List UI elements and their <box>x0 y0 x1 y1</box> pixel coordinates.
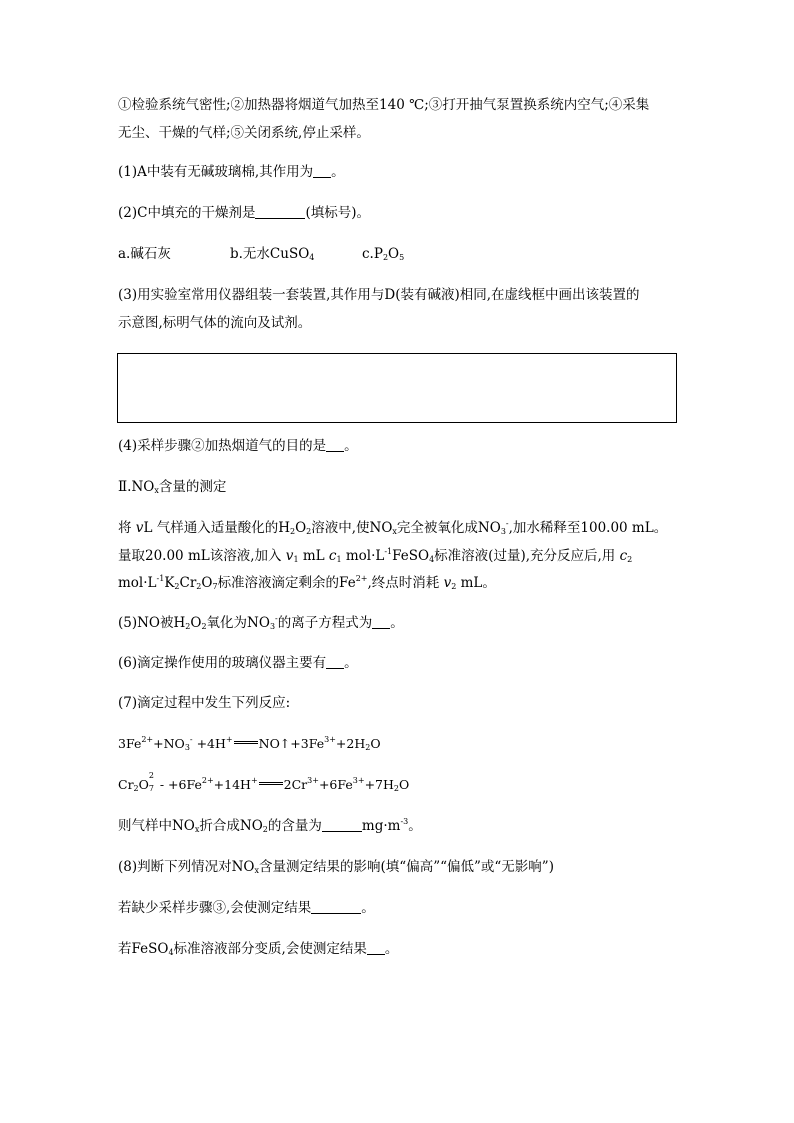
answer-blank[interactable] <box>372 616 390 629</box>
question-3-line-2: 示意图,标明气体的流向及试剂。 <box>118 315 312 331</box>
question-1: (1)A中装有无碱玻璃棉,其作用为 。 <box>118 164 345 180</box>
option-list <box>118 245 404 263</box>
question-5: (5)NO被$H_2O_2$氧化为$NO_3^-$的离子方程式为 。 <box>118 614 404 631</box>
drawing-box[interactable] <box>117 353 677 423</box>
answer-blank[interactable] <box>322 819 362 832</box>
question-8a: 若缺少采样步骤③,会使测定结果 。 <box>118 900 375 916</box>
equation-2: $Cr_2O$ 2 7 - $+6Fe^{2+}+14H^+$ $2Cr^{3+}+6Fe^{3+}+7H_2O$ <box>118 771 410 793</box>
option-c: $c.P_2O_5$ <box>362 246 405 262</box>
answer-blank[interactable] <box>367 942 385 955</box>
option-b: b.无水CuSO$_4$ <box>230 246 315 262</box>
answer-blank[interactable] <box>255 206 305 219</box>
paragraph-line-1: 将 vL 气样通入适量酸化的$H_2O_2$溶液中,使$NO_x$完全被氧化成$NO_3^-$,加水稀释至100.00 mL。 <box>118 519 668 536</box>
intro-line-2: 无尘、干燥的气样;⑤关闭系统,停止采样。 <box>118 125 370 141</box>
answer-blank[interactable] <box>313 165 331 178</box>
answer-blank[interactable] <box>326 656 344 669</box>
option-a: a.碱石灰 <box>118 246 171 262</box>
question-2: (2)C中填充的干燥剂是 (填标号)。 <box>118 205 370 221</box>
question-6: (6)滴定操作使用的玻璃仪器主要有 。 <box>118 655 358 671</box>
question-8: (8)判断下列情况对$NO_x$含量测定结果的影响(填“偏高”“偏低”或“无影响”) <box>118 859 554 875</box>
paragraph-line-2: 量取20.00 mL该溶液,加入 $v_1$ mL $c_1$ $mol\cdot L^{-1}FeSO_4$标准溶液(过量),充分反应后,用 $c_2$ <box>118 547 633 564</box>
question-7: (7)滴定过程中发生下列反应: <box>118 695 291 711</box>
question-8b: 若FeSO$_4$标准溶液部分变质,会使测定结果 。 <box>118 941 399 957</box>
intro-line-1: ①检验系统气密性;②加热器将烟道气加热至140 ℃;③打开抽气泵置换系统内空气;④采集 <box>118 97 650 113</box>
equation-1: $3Fe^{2+}+NO_3^- +4H^+$ $NO↑+3Fe^{3+}+2H_2O$ <box>118 735 381 752</box>
result-line: 则气样中$NO_x$折合成$NO_2$的含量为 $mg\cdot m^{-3}$。 <box>118 817 422 834</box>
question-4: (4)采样步骤②加热烟道气的目的是 。 <box>118 438 358 454</box>
paragraph-line-3: $mol\cdot L^{-1}K_2Cr_2O_7$标准溶液滴定剩余的$Fe^{2+}$,终点时消耗 $v_2$ mL。 <box>118 574 496 591</box>
reaction-arrow <box>234 741 258 744</box>
question-3-line-1: (3)用实验室常用仪器组装一套装置,其作用与D(装有碱液)相同,在虚线框中画出该装置的 <box>118 287 640 303</box>
reaction-arrow <box>259 782 283 785</box>
section-2-title: $Ⅱ.NO_x$含量的测定 <box>118 479 227 495</box>
answer-blank[interactable] <box>326 439 344 452</box>
answer-blank[interactable] <box>311 901 361 914</box>
